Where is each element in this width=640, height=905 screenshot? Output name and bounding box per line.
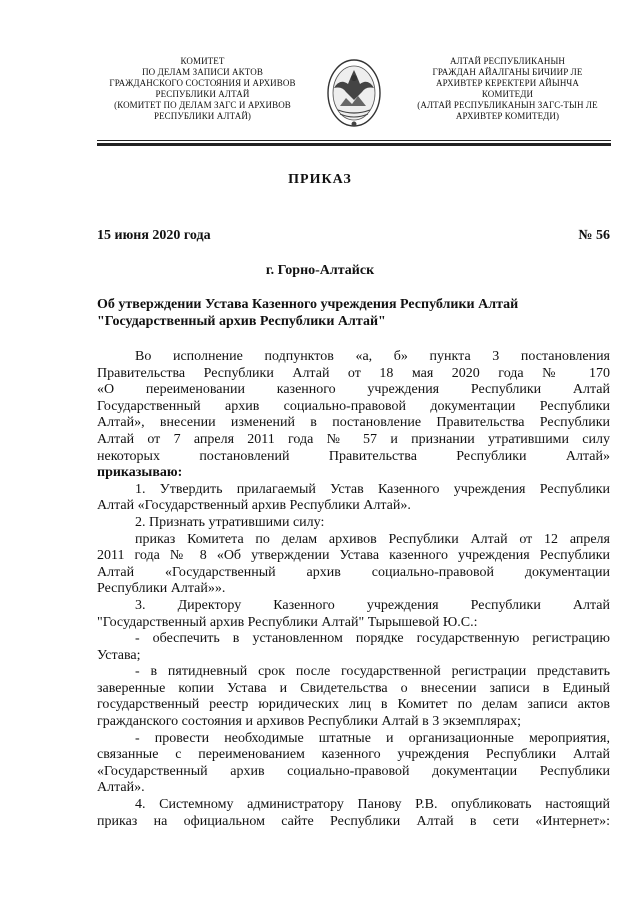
header-right-line: АРХИВТЕР КЕРЕКТЕРИ АЙЫНЧА xyxy=(436,78,579,88)
body-line: 2011 года № 8 «Об утверждении Устава казенного учреждения Республики xyxy=(97,548,610,564)
body-line: некоторых постановлений Правительства Республики Алтай» xyxy=(97,448,610,464)
header-right-line: (АЛТАЙ РЕСПУБЛИКАНЫН ЗАГС-ТЫН ЛЕ xyxy=(417,100,598,110)
header-right-line: АРХИВТЕР КОМИТЕДИ) xyxy=(455,111,560,121)
header-left-line: РЕСПУБЛИКИ АЛТАЙ xyxy=(155,89,250,99)
body-line: Государственный архив социально-правовой документации Республики xyxy=(97,398,610,414)
body-line: - провести необходимые штатные и организационные мероприятия, xyxy=(135,730,610,746)
subject-line: Об утверждении Устава Казенного учреждения Республики Алтай xyxy=(97,297,519,312)
body-line: связанные с переименованием казенного учреждения Республики Алтай xyxy=(97,747,610,763)
body-line: 1. Утвердить прилагаемый Устав Казенного учреждения Республики xyxy=(135,481,610,497)
body-line: Устава; xyxy=(97,647,141,663)
header-right-line: КОМИТЕДИ xyxy=(481,89,534,99)
header-left-line: КОМИТЕТ xyxy=(180,56,225,66)
header-left-line: ПО ДЕЛАМ ЗАПИСИ АКТОВ xyxy=(142,67,263,77)
document-subject xyxy=(97,296,617,330)
body-line: "Государственный архив Республики Алтай" Тырышевой Ю.С.: xyxy=(97,614,478,630)
body-line-order-word: приказываю: xyxy=(97,465,183,481)
header-right-line: ГРАЖДАН АЙАЛГАНЫ БИЧИИР ЛЕ xyxy=(432,67,583,77)
header-divider-thick xyxy=(97,143,611,146)
document-body xyxy=(97,349,610,830)
document-title: ПРИКАЗ xyxy=(288,172,352,187)
body-line: приказ на официальном сайте Республики Алтай в сети «Интернет»: xyxy=(97,813,610,829)
body-line: Во исполнение подпунктов «а, б» пункта 3 постановления xyxy=(135,349,610,364)
body-line: Алтай «Государственный архив Республики Алтай». xyxy=(97,498,411,514)
header-divider-thin xyxy=(97,140,611,141)
coat-of-arms-emblem-icon xyxy=(326,56,382,130)
body-line: государственный реестр юридических лиц в Комитет по делам записи актов xyxy=(97,697,610,713)
body-line: Алтай», внесении изменений в постановление Правительства Республики xyxy=(97,415,610,431)
subject-line: "Государственный архив Республики Алтай" xyxy=(97,314,386,329)
header-left-block xyxy=(100,56,305,122)
document-date: 15 июня 2020 года xyxy=(97,228,211,243)
body-line: «Государственный архив социально-правовой документации Республики xyxy=(97,763,610,779)
header-left-line: ГРАЖДАНСКОГО СОСТОЯНИЯ И АРХИВОВ xyxy=(109,78,296,88)
body-line: - в пятидневный срок после государственной регистрации представить xyxy=(135,664,610,680)
body-line: Алтай «Государственный архив социально-правовой документации xyxy=(97,564,610,580)
body-line: «О переименовании казенного учреждения Республики Алтай xyxy=(97,382,610,398)
body-line: Алтай». xyxy=(97,780,145,796)
body-line: 2. Признать утратившими силу: xyxy=(135,514,325,530)
body-line: Алтай от 7 апреля 2011 года № 57 и признании утратившими силу xyxy=(97,431,610,447)
header-right-line: АЛТАЙ РЕСПУБЛИКАНЫН xyxy=(449,56,566,66)
header-left-line: (КОМИТЕТ ПО ДЕЛАМ ЗАГС И АРХИВОВ xyxy=(114,100,291,110)
body-line: 3. Директору Казенного учреждения Республики Алтай xyxy=(135,597,610,613)
body-line: 4. Системному администратору Панову Р.В. опубликовать настоящий xyxy=(135,797,610,813)
document-city: г. Горно-Алтайск xyxy=(265,263,375,278)
body-line: Правительства Республики Алтай от 18 мая 2020 года № 170 xyxy=(97,365,610,381)
header-right-block xyxy=(405,56,610,122)
body-line: заверенные копии Устава и Свидетельства о внесении записи в Единый xyxy=(97,680,610,696)
body-line: гражданского состояния и архивов Республики Алтай в 3 экземплярах; xyxy=(97,714,521,730)
header-left-line: РЕСПУБЛИКИ АЛТАЙ) xyxy=(153,111,252,121)
body-line: приказ Комитета по делам архивов Республики Алтай от 12 апреля xyxy=(135,531,610,547)
document-number: № 56 xyxy=(578,228,610,243)
body-line: Республики Алтай»». xyxy=(97,581,226,597)
body-line: - обеспечить в установленном порядке государственную регистрацию xyxy=(135,631,610,647)
